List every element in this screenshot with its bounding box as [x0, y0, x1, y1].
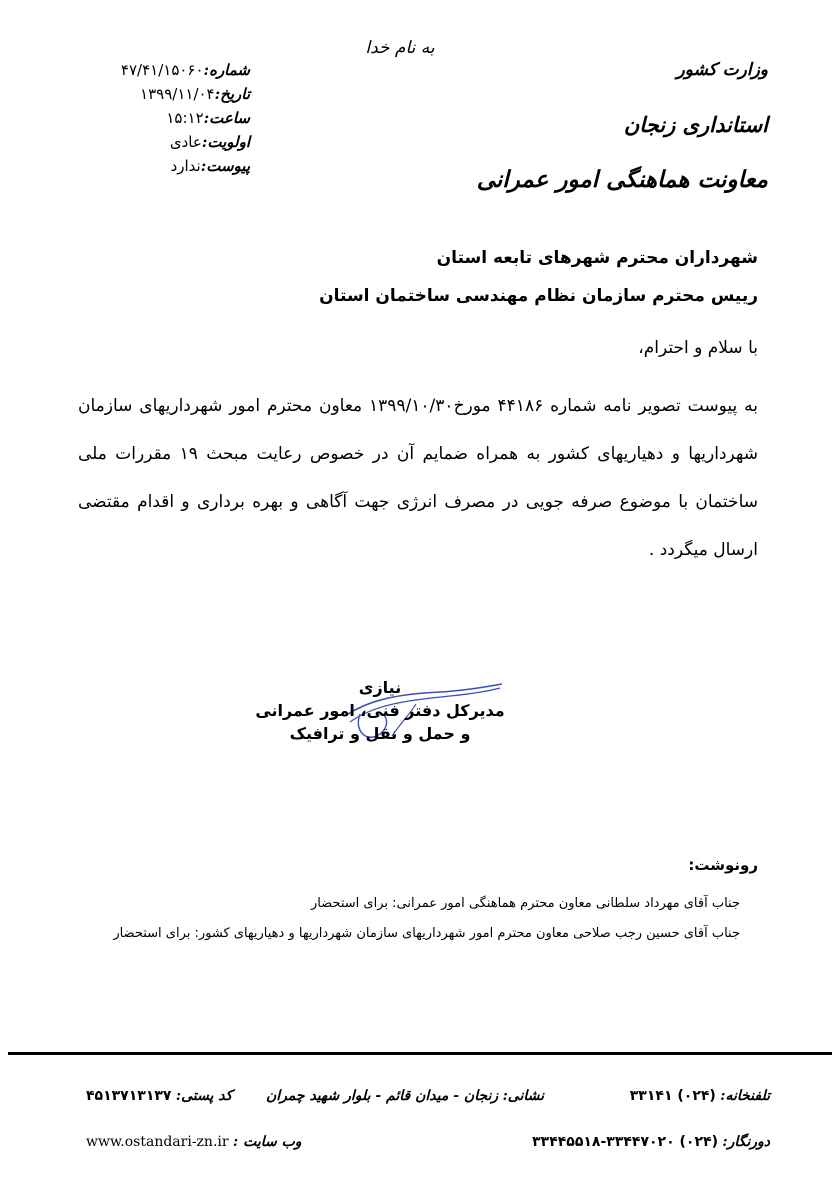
footer-postal-code: کد پستی: ۴۵۱۳۷۱۳۱۳۷ [86, 1088, 233, 1104]
footer-fax: دورنگار: (۰۲۴) ۳۳۴۴۷۰۲۰-۳۳۴۴۵۵۱۸ [532, 1134, 770, 1150]
greeting: با سلام و احترام، [638, 338, 758, 358]
letter-body: به پیوست تصویر نامه شماره ۴۴۱۸۶ مورخ۱۳۹۹/۱۰/۳۰ معاون محترم امور شهرداریهای سازمان شهرداریها و دهیاریهای کشور به همراه ضمایم آن در خصوص رعایت مبحث ۱۹ مقررات ملی ساختمان با موضوع صرفه جویی در مصرف انرژی جهت آگاهی و بهره برداری و اقدام مقتضی ارسال میگردد . [78, 396, 759, 560]
letter-meta [90, 58, 250, 178]
website-link[interactable]: www.ostandari-zn.ir [86, 1134, 229, 1150]
meta-attachment: پیوست:ندارد [170, 157, 250, 175]
org-governorate: استانداری زنجان [623, 112, 768, 137]
footer-divider [8, 1052, 832, 1055]
org-ministry: وزارت کشور [676, 60, 768, 80]
bismillah-heading: به نام خدا [365, 38, 435, 58]
org-deputy: معاونت هماهنگی امور عمرانی [476, 166, 768, 193]
copy-recipient-1: جناب آقای مهرداد سلطانی معاون محترم هماهنگی امور عمرانی: برای استحضار [310, 896, 740, 911]
footer-address: نشانی: زنجان - میدان قائم - بلوار شهید چمران [265, 1088, 544, 1104]
signatory-title: مدیرکل دفتر فنی، امور عمرانی و حمل و نقل و ترافیک [255, 701, 505, 743]
addressee-mayors: شهرداران محترم شهرهای تابعه استان [436, 248, 758, 268]
meta-time: ساعت:۱۵:۱۲ [166, 109, 250, 127]
meta-date: تاریخ:۱۳۹۹/۱۱/۰۴ [140, 85, 250, 103]
footer-phone: تلفنخانه: (۰۲۴) ۳۳۱۴۱ [629, 1088, 770, 1104]
copies-heading: رونوشت: [688, 856, 758, 874]
signatory-name: نیازی [358, 678, 402, 697]
meta-priority: اولویت:عادی [169, 133, 250, 151]
copy-recipient-2: جناب آقای حسین رجب صلاحی معاون محترم امور شهرداریهای سازمان شهرداریها و دهیاریهای کشور: برای استحضار [113, 926, 740, 941]
footer-website: وب سایت : www.ostandari-zn.ir [86, 1134, 302, 1150]
meta-number: شماره:۴۷/۴۱/۱۵۰۶۰ [120, 61, 250, 79]
addressee-engineering-org: رییس محترم سازمان نظام مهندسی ساختمان استان [319, 286, 758, 306]
